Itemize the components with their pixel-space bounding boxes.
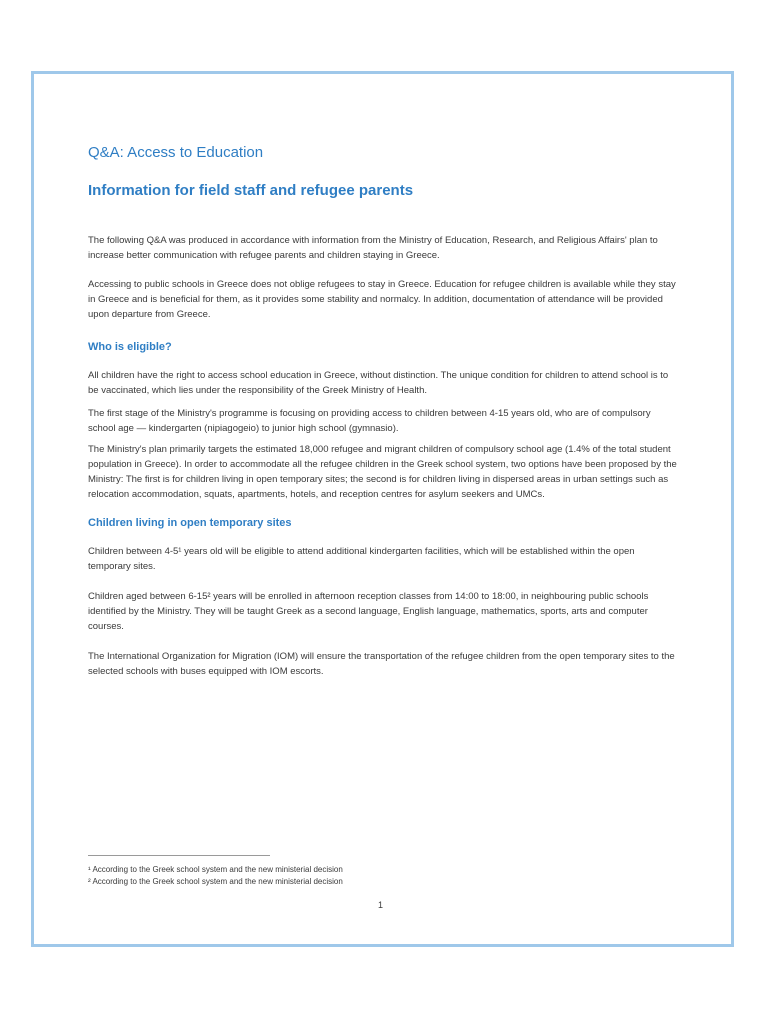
footnotes <box>88 855 678 888</box>
section-paragraph: The first stage of the Ministry's programme is focusing on providing access to children between 4-15 years old, who are of compulsory school age — kindergarten (nipiagogeio) to junior high school (gymnasio). <box>88 408 651 434</box>
section-heading-eligibility: Who is eligible? <box>88 341 172 353</box>
intro-paragraph: Accessing to public schools in Greece does not oblige refugees to stay in Greece. Education for refugee children is available while they stay in Greece and is beneficial for them, as it provides some stability and normalcy. In addition, documentation of attendance will be provided upon departure from Greece. <box>88 279 676 320</box>
page-number: 1 <box>378 900 384 910</box>
document-body <box>88 140 678 679</box>
section-paragraph: The International Organization for Migration (IOM) will ensure the transportation of the refugee children from the open temporary sites to the selected schools with buses equipped with IOM escorts. <box>88 651 675 677</box>
intro-paragraph: The following Q&A was produced in accordance with information from the Ministry of Education, Research, and Religious Affairs' plan to increase better communication with refugee parents and children staying in Greece. <box>88 235 658 261</box>
footnote: ² According to the Greek school system and the new ministerial decision <box>88 877 343 886</box>
footnote-divider <box>88 855 270 856</box>
section-paragraph: Children between 4-5¹ years old will be eligible to attend additional kindergarten facilities, which will be established within the open temporary sites. <box>88 546 635 572</box>
document-subtitle: Information for field staff and refugee parents <box>88 182 414 199</box>
footnote: ¹ According to the Greek school system and the new ministerial decision <box>88 865 343 874</box>
section-heading-open-sites: Children living in open temporary sites <box>88 517 292 529</box>
document-title: Q&A: Access to Education <box>88 144 264 161</box>
section-paragraph: Children aged between 6-15² years will be enrolled in afternoon reception classes from 14:00 to 18:00, in neighbouring public schools identified by the Ministry. They will be taught Greek as a second language, English language, mathematics, sports, arts and computer courses. <box>88 591 649 632</box>
section-paragraph: The Ministry's plan primarily targets the estimated 18,000 refugee and migrant children of compulsory school age (1.4% of the total student population in Greece). In order to accommodate all the refugee children in the Greek school system, two options have been proposed by the Ministry: The first is for children living in open temporary sites; the second is for children living in dispersed areas in urban settings such as relocation accommodation, squats, apartments, hotels, and reception centres for asylum seekers and UMCs. <box>88 444 677 500</box>
section-paragraph: All children have the right to access school education in Greece, without distinction. The unique condition for children to attend school is to be vaccinated, which lies under the responsibility of the Greek Ministry of Health. <box>88 370 669 396</box>
